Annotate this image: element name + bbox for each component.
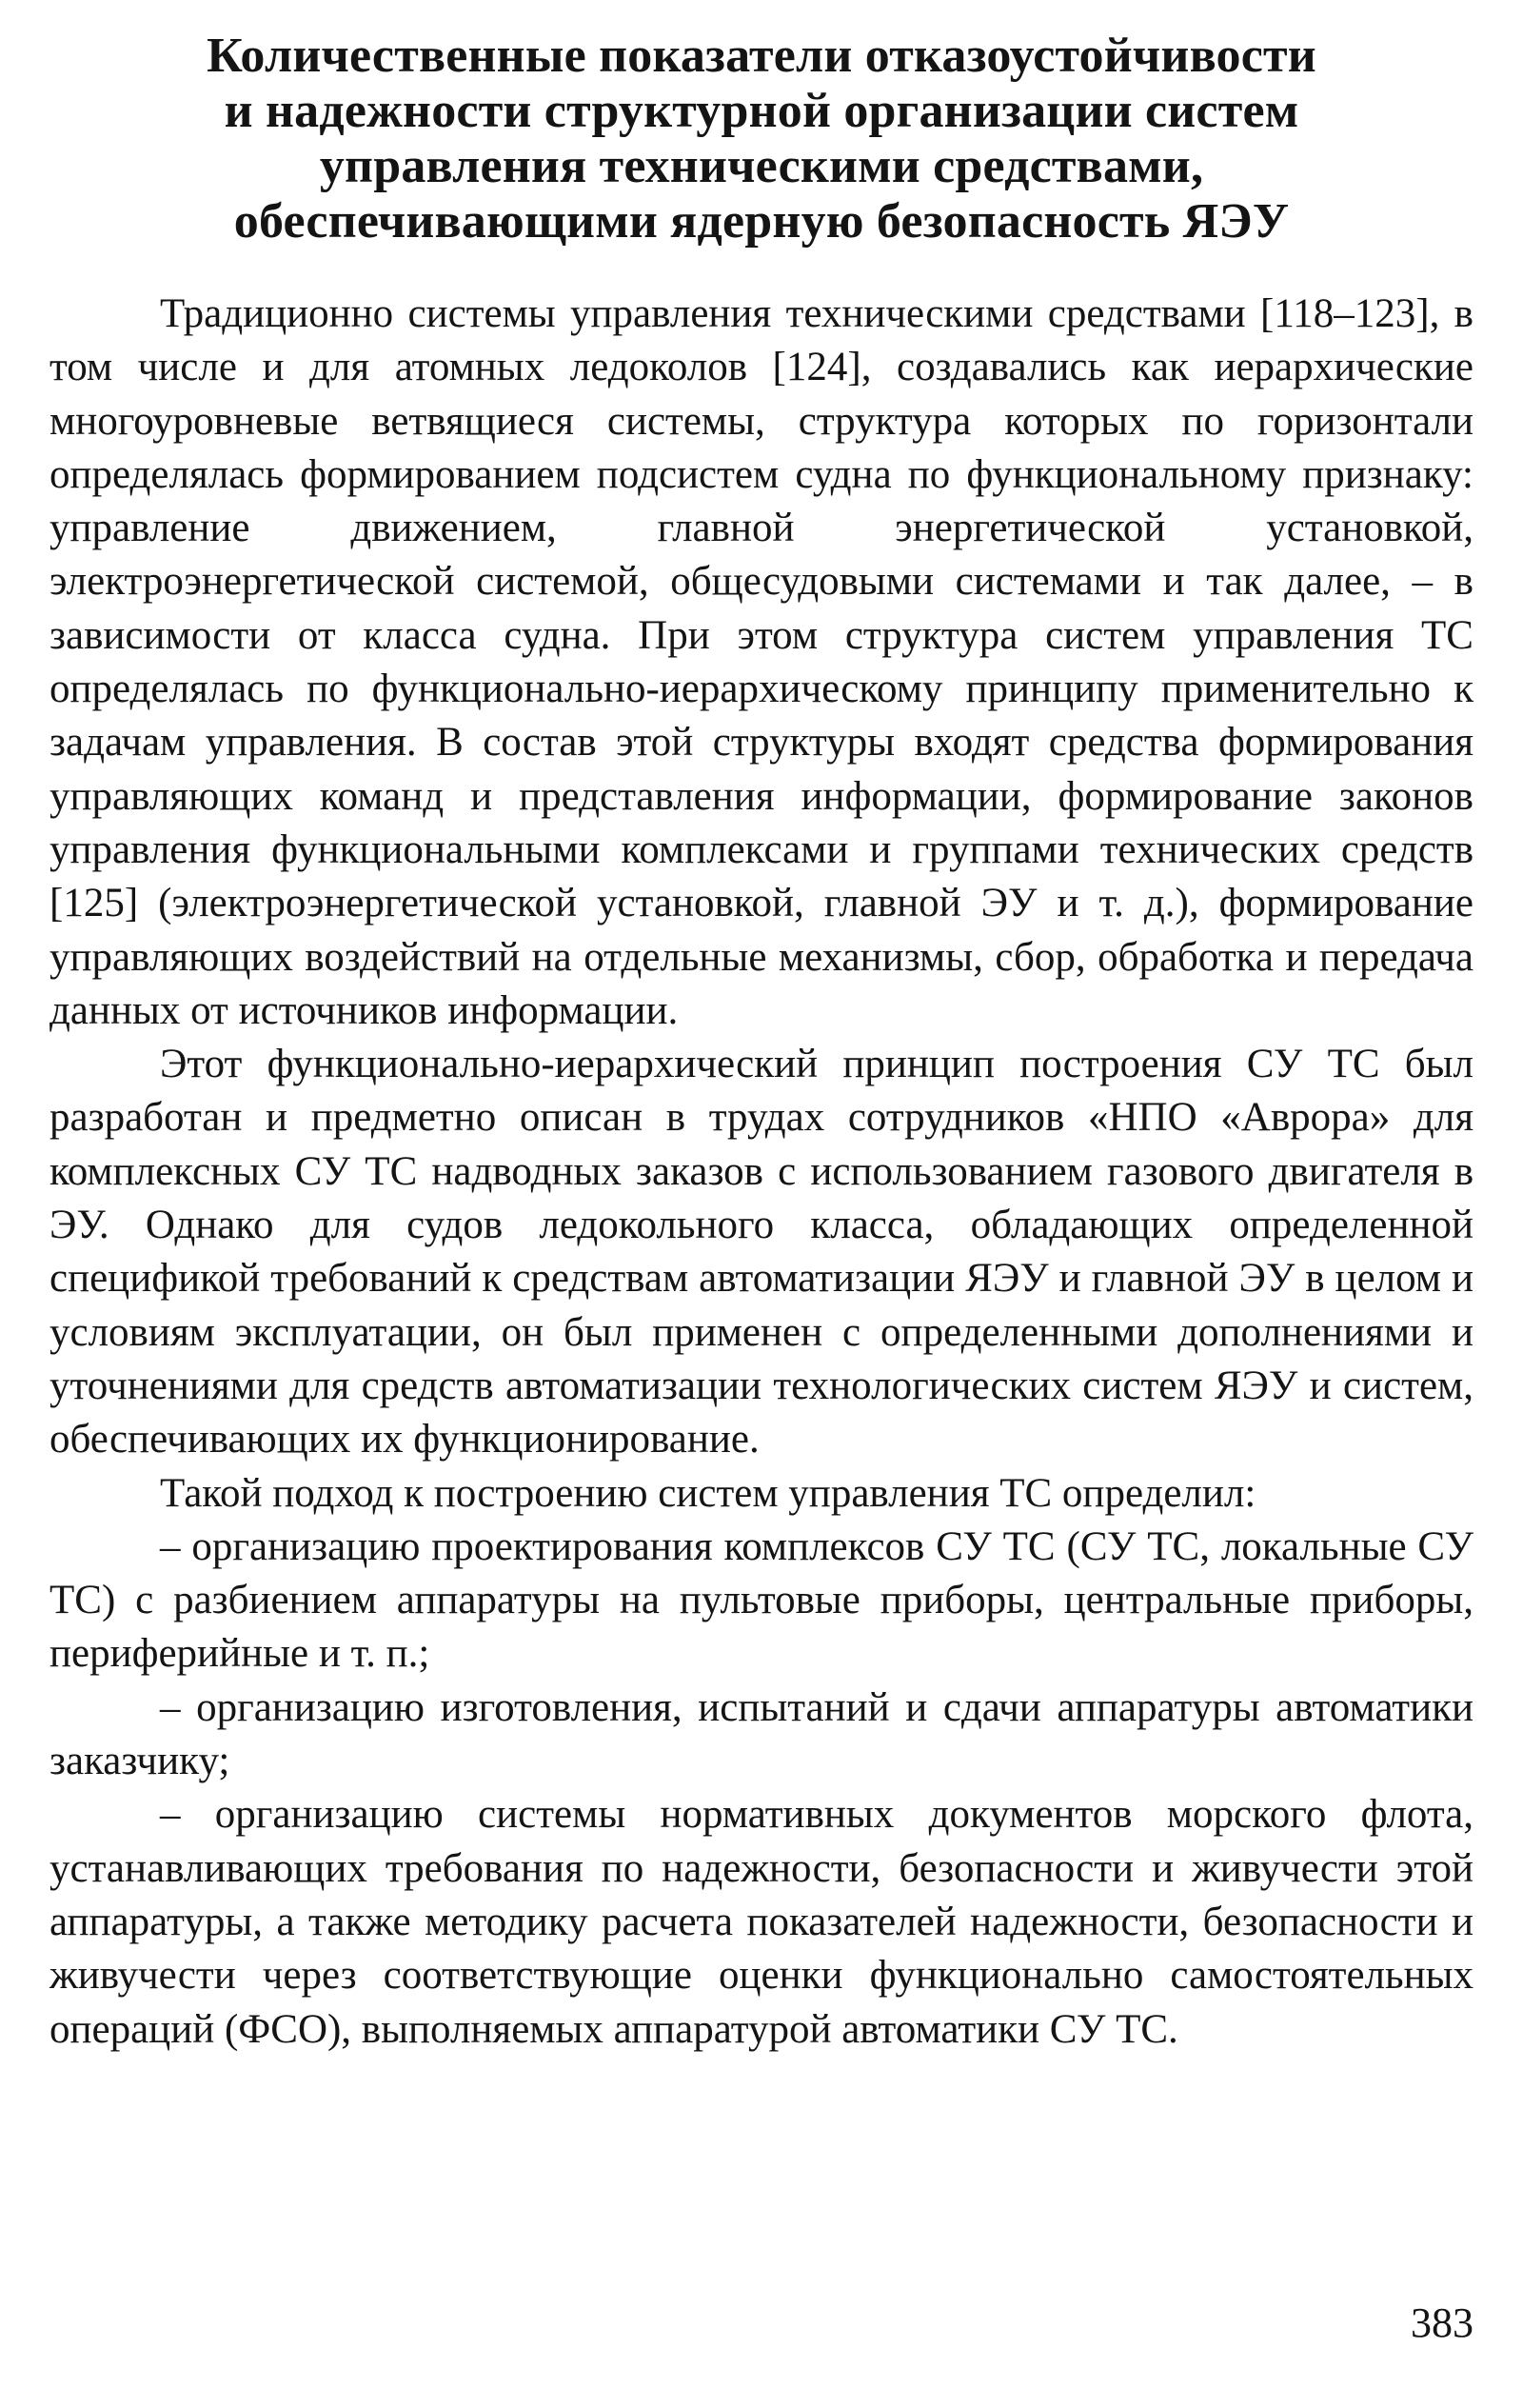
paragraph: Этот функционально-иерархический принцип построения СУ ТС был разработан и предметно описан в трудах сотрудников «НПО «Аврора» для комплексных СУ ТС надводных заказов с использованием газового двигателя в ЭУ. Однако для судов ледокольного класса, обладающих определенной спецификой требований к средствам автоматизации ЯЭУ и главной ЭУ в целом и условиям эксплуатации, он был применен с определенными дополнениями и уточнениями для средств автоматизации технологических систем ЯЭУ и систем, обеспечивающих их функционирование. — [49, 1042, 1474, 1463]
title-line: Количественные показатели отказоустойчивости — [207, 29, 1316, 83]
section-title — [114, 29, 1409, 249]
list-item: – организацию изготовления, испытаний и сдачи аппаратуры автоматики заказчику; — [49, 1684, 1474, 1784]
title-line: управления техническими средствами, — [319, 139, 1204, 193]
paragraph: Такой подход к построению систем управления ТС определил: — [160, 1470, 1256, 1516]
list-item: – организацию системы нормативных документов морского флота, устанавливающих требования по надежности, безопасности и живучести этой аппаратуры, а также методику расчета показателей надежности, безопасности и живучести через соответствующие оценки функционально самостоятельных операций (ФСО), выполняемых аппаратурой автоматики СУ ТС. — [49, 1792, 1474, 2052]
page-number: 383 — [1411, 2299, 1474, 2346]
title-line: обеспечивающими ядерную безопасность ЯЭУ — [233, 194, 1290, 249]
list-item: – организацию проектирования комплексов СУ ТС (СУ ТС, локальные СУ ТС) с разбиением аппаратуры на пультовые приборы, центральные приборы, периферийные и т. п.; — [49, 1523, 1474, 1677]
body-text — [49, 288, 1474, 2057]
paragraph: Традиционно системы управления техническими средствами [118–123], в том числе и для атомных ледоколов [124], создавались как иерархические многоуровневые ветвящиеся системы, структура которых по горизонтали определялась формированием подсистем судна по функциональному признаку: управление движением, главной энергетической установкой, электроэнергетической системой, общесудовыми системами и так далее, – в зависимости от класса судна. При этом структура систем управления ТС определялась по функционально-иерархическому принципу применительно к задачам управления. В состав этой структуры входят средства формирования управляющих команд и представления информации, формирование законов управления функциональными комплексами и группами технических средств [125] (электроэнергетической установкой, главной ЭУ и т. д.), формирование управляющих воздействий на отдельные механизмы, сбор, обработка и передача данных от источников информации. — [49, 291, 1474, 1033]
title-line: и надежности структурной организации систем — [224, 84, 1299, 138]
